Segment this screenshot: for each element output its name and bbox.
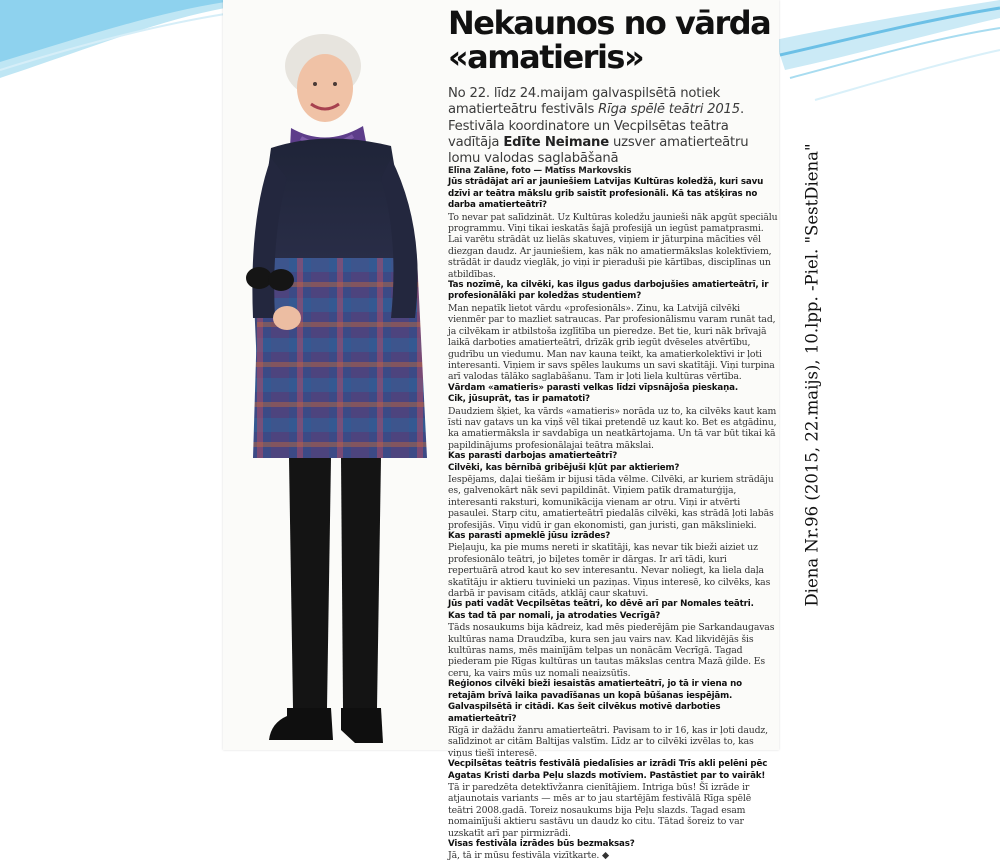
interview-question: Vārdam «amatieris» parasti velkas līdzi vīpsnājoša pieskaņa. bbox=[448, 382, 738, 393]
interview-question: Jūs strādājat arī ar jauniešiem Latvijas Kultūras koledžā, kuri savu dzīvi ar teātra mākslu grib saistīt profesionāli. Kā tas atšķiras no darba amatierteātrī? bbox=[448, 177, 764, 211]
woman-portrait-image bbox=[231, 18, 441, 750]
interview-question: Reģionos cilvēki bieži iesaistās amatierteātrī, jo tā ir viena no retajām brīvā laika pavadīšanas un kopā būšanas iespējām. Galvaspilsētā ir citādi. Kas šeit cilvēkus motivē darboties amatierteātrī? bbox=[448, 679, 742, 724]
interview-question: Cilvēki, kas bērnībā gribējuši kļūt par aktieriem? bbox=[448, 462, 680, 473]
lead-person-name: Edīte Neimane bbox=[503, 134, 609, 150]
interview-question: Cik, jūsuprāt, tas ir pamatoti? bbox=[448, 394, 590, 405]
interview-answer: Tāds nosaukums bija kādreiz, kad mēs piederējām pie Sarkandaugavas kultūras nama Draudzība, kura sen jau vairs nav. Kad likvidējās šis kultūras nams, mēs mainījām telpas un nonācām Vecrīgā. Tagad piederam pie Rīgas kultūras un tautas mākslas centra Mazā ģilde. Es ceru, ka vairs mūs uz nomali neaizsūtīs. bbox=[448, 622, 775, 679]
interview-answer: Jā, tā ir mūsu festivāla vizītkarte. ◆ bbox=[448, 850, 610, 862]
interview-question: Kas tad tā par nomali, ja atrodaties Vecrīgā? bbox=[448, 610, 661, 621]
interview-answer: Daudziem šķiet, ka vārds «amatieris» norāda uz to, ka cilvēks kaut kam īsti nav gatavs un ka viņš vēl tikai pretendē uz kaut ko. Bet es atgādinu, ka amatiermāksla ir savdabīga un neatkārtojama. Un tā var būt tikai kā papildinājums profesionālajai teātra mākslai. bbox=[448, 405, 777, 451]
article-headline: Nekaunos no vārda «amatieris» bbox=[448, 4, 771, 76]
lead-text: uzsver amatierteātru lomu valodas saglabāšanā bbox=[448, 134, 749, 167]
lead-festival-name: Rīga spēlē teātri 2015 bbox=[598, 102, 740, 118]
interview-question: Visas festivāla izrādes būs bezmaksas? bbox=[448, 838, 635, 849]
article-body bbox=[448, 166, 778, 862]
interview-answer: Tā ir paredzēta detektīvžanra cienītājiem. Intriga būs! Šī izrāde ir atjaunotais variants — mēs ar to jau startējām festivālā Rīga spēlē teātri 2008.gadā. Toreiz nosaukums bija Peļu slazds. Tagad esam nomainījuši aktieru sastāvu un daudz ko citu. Tātad šoreiz to var uzskatīt arī par pirmizrādi. bbox=[448, 781, 752, 839]
interview-answer: Iespējams, daļai tiešām ir bijusi tāda vēlme. Cilvēki, ar kuriem strādāju es, galvenokārt nāk sevi papildināt. Viņiem patīk dramaturģija, interesanti raksturi, komunikācija vienam ar otru. Viņi ir atvērti pasaulei. Starp citu, amatierteātrī piedalās cilvēki, kas strādā ļoti labās profesijās. Viņu vidū ir gan ekonomisti, gan juristi, gan mākslinieki. bbox=[448, 473, 774, 531]
decorative-swoosh-right bbox=[775, 0, 1000, 120]
article-byline: Elīna Zalāne, foto — Matīss Markovskis bbox=[448, 166, 632, 176]
interview-question: Jūs pati vadāt Vecpilsētas teātri, ko dēvē arī par Nomales teātri. bbox=[448, 599, 754, 610]
interview-question: Kas parasti darbojas amatierteātrī? bbox=[448, 451, 618, 462]
interview-question: Tas nozīmē, ka cilvēki, kas ilgus gadus darbojušies amatierteātrī, ir profesionālāki par koledžas studentiem? bbox=[448, 280, 769, 302]
interview-answer: To nevar pat salīdzināt. Uz Kultūras koledžu jaunieši nāk apgūt speciālu programmu. Viņi tikai ieskatās šajā profesijā un iegūst pamatprasmi. Lai varētu strādāt uz lielās skatuves, viņiem ir jāturpina mācīties vēl diezgan daudz. Ar jauniešiem, kas nāk no amatiermākslas kolektīviem, strādāt ir daudz vieglāk, jo viņi ir pieraduši pie kārtības, disciplīnas un atbildības. bbox=[448, 211, 778, 280]
article-lead bbox=[448, 86, 778, 167]
decorative-swoosh-left bbox=[0, 0, 225, 95]
source-caption-text: Diena Nr.96 (2015, 22.maijs), 10.lpp. -Piel. "SestDiena" bbox=[802, 143, 822, 607]
lead-text: . Festivāla koordinatore un Vecpilsētas teātra vadītāja bbox=[448, 102, 744, 150]
interview-answer: Rīgā ir dažādu žanru amatierteātri. Pavisam to ir 16, kas ir ļoti daudz, salīdzinot ar citām Baltijas valstīm. Līdz ar to cilvēki izvēlas to, kas viņus tiešī interesē. bbox=[448, 724, 768, 759]
interview-question: Kas parasti apmeklē jūsu izrādes? bbox=[448, 531, 611, 541]
interview-answer: Man nepatīk lietot vārdu «profesionāls». Zinu, ka Latvijā cilvēki vienmēr par to mazliet satraucas. Par profesionālismu varam runāt tad, ja cilvēkam ir atbilstoša izglītība un pieredze. Bet tie, kuri nāk brīvajā laikā darboties amatierteātrī, drīzāk grib iegūt dvēseles atvērtību, gudrību un viedumu. Man nav kauna teikt, ka amatierkolektīvi ir ļoti interesanti. Viņiem ir savs spēles laukums un savi skatītāji. Viņi turpina arī valodas tālāko saglabāšanu. Tam ir ļoti liela kultūras vērtība. bbox=[448, 302, 776, 383]
interview-answer: Pieļauju, ka pie mums nereti ir skatītāji, kas nevar tik bieži aiziet uz profesionālo teātri, jo biļetes tomēr ir dārgas. Ir arī tādi, kuri repertuārā atrod kaut ko sev interesantu. Nevar noliegt, ka liela daļa skatītāju ir aktieru tuvinieki un paziņas. Viņus interesē, ko cilvēks, kas darbā ir pavisam citāds, atklāj caur skatuvi. bbox=[448, 542, 771, 600]
interview-question: Vecpilsētas teātris festivālā piedalīsies ar izrādi Trīs akli pelēni pēc Agatas Kristi darba Peļu slazds motīviem. Pastāstiet par to vairāk! bbox=[448, 759, 768, 781]
newspaper-page bbox=[223, 0, 779, 862]
lead-text: No 22. līdz 24.maijam galvaspilsētā notiek amatierteātru festivāls bbox=[448, 86, 721, 118]
